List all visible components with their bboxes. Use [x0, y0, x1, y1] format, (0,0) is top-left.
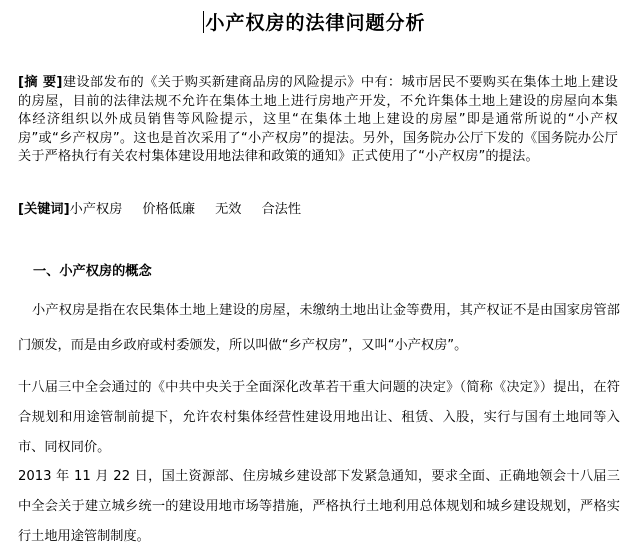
abstract: [18, 74, 618, 167]
keyword-item: 无效: [215, 202, 242, 217]
keyword-item: 价格低廉: [142, 202, 196, 217]
keywords-label: [关键词]: [18, 202, 70, 217]
keywords-line: [18, 201, 618, 219]
keyword-item: 合法性: [261, 202, 302, 217]
abstract-text: 建设部发布的《关于购买新建商品房的风险提示》中有：城市居民不要购买在集体土地上建设的房屋，目前的法律法规不允许在集体土地上进行房地产开发，不允许集体土地上建设的房屋向本集体经济组织以外成员销售等风险提示，这里“在集体土地上建设的房屋”即是通常所说的“小产权房”或“乡产权房”。这也是首次采用了“小产权房”的提法。另外，国务院办公厅下发的《国务院办公厅关于严格执行有关农村集体建设用地法律和政策的通知》正式使用了“小产权房”的提法。: [18, 75, 618, 164]
body-paragraph: 小产权房是指在农民集体土地上建设的房屋，未缴纳土地出让金等费用，其产权证不是由国家房管部门颁发，而是由乡政府或村委颁发，所以叫做“乡产权房”，又叫“小产权房”。: [18, 303, 620, 353]
keyword-item: 小产权房: [69, 202, 123, 217]
abstract-label: [摘 要]: [18, 75, 63, 90]
section-heading: 一、小产权房的概念: [33, 264, 152, 279]
document-title-text: 小产权房的法律问题分析: [205, 12, 426, 34]
document-title: [0, 8, 629, 35]
body-paragraph: 十八届三中全会通过的《中共中央关于全面深化改革若干重大问题的决定》（简称《决定》）提出，在符合规划和用途管制前提下，允许农村集体经营性建设用地出让、租赁、入股，实行与国有土地同等入市、同权同价。: [18, 380, 620, 455]
body-paragraph: 2013 年 11 月 22 日，国土资源部、住房城乡建设部下发紧急通知，要求全面、正确地领会十八届三中全会关于建立城乡统一的建设用地市场等措施，严格执行土地利用总体规划和城乡建设规划，严格实行土地用途管制制度。: [18, 469, 620, 544]
